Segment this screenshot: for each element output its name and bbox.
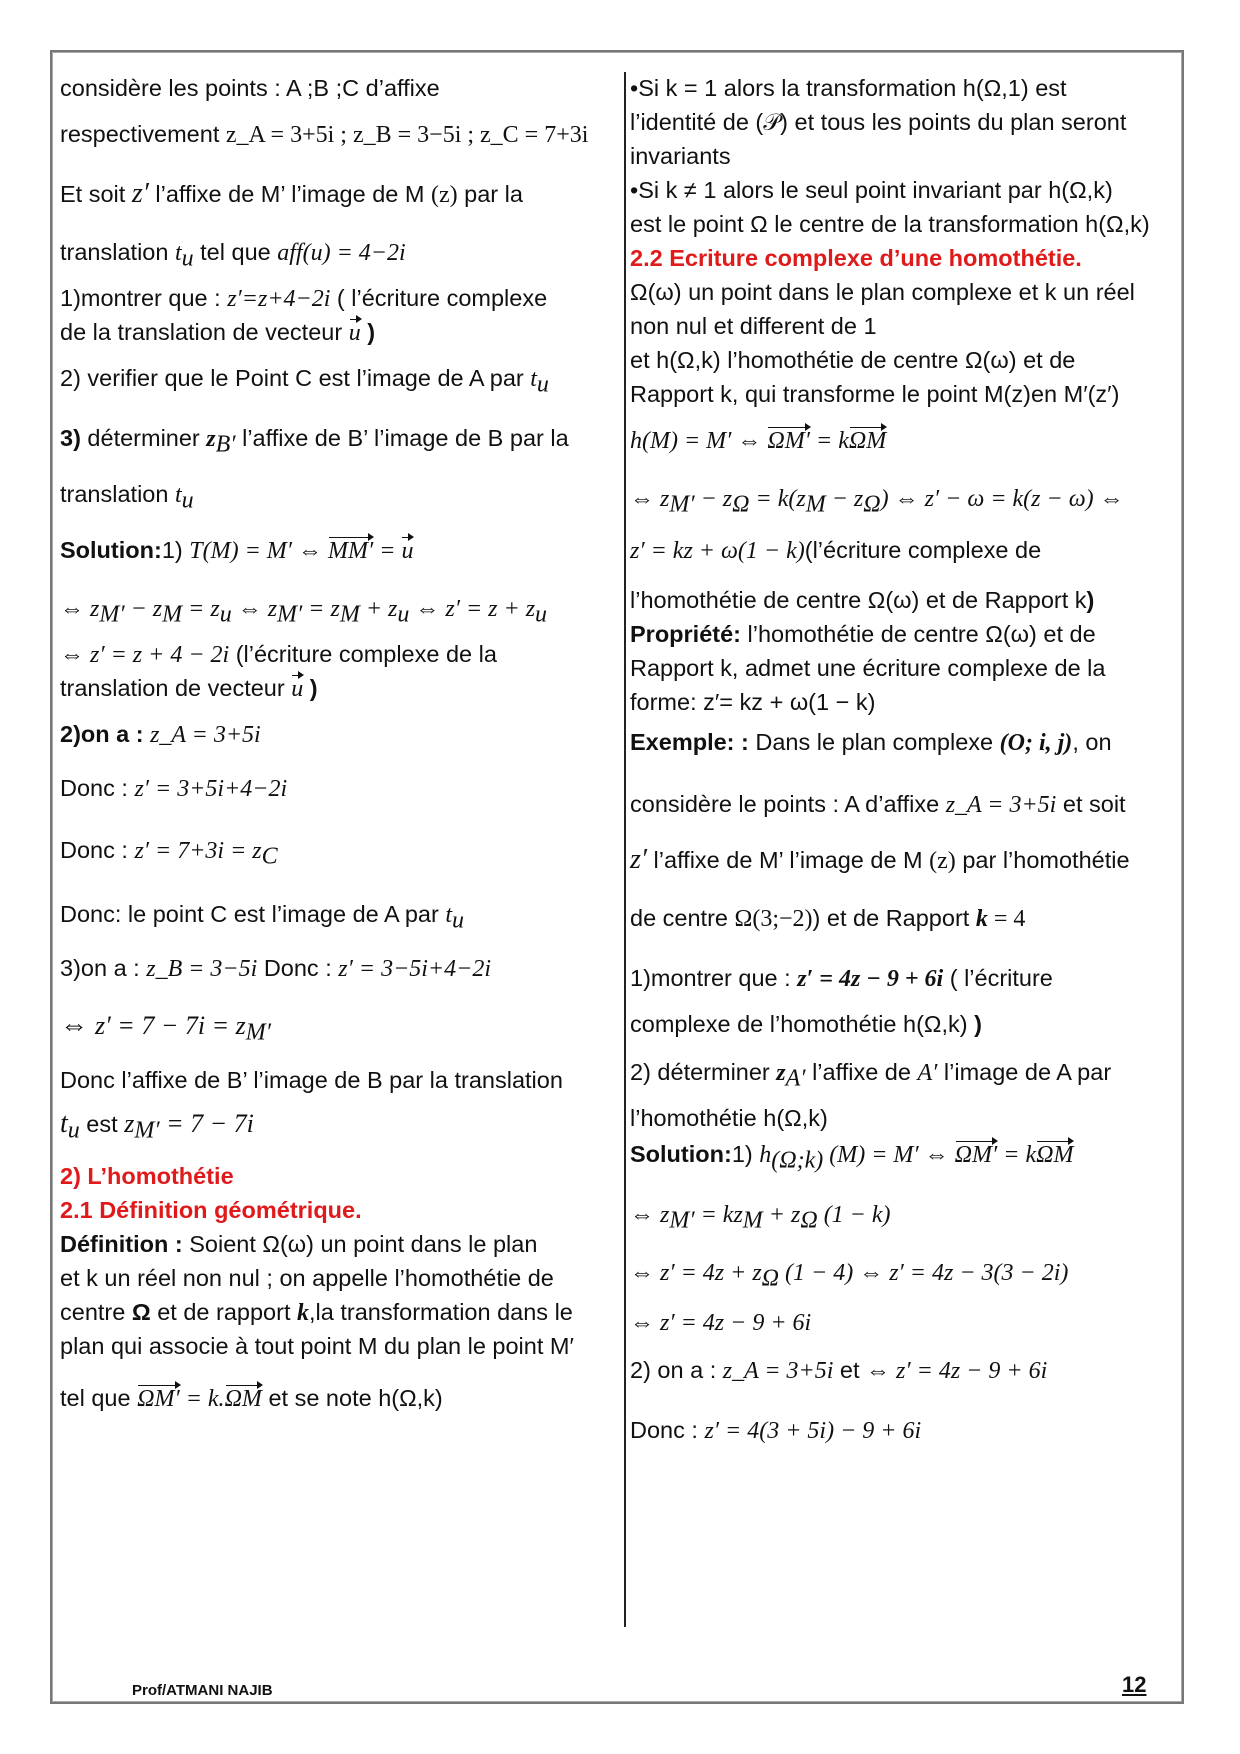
column-divider — [624, 72, 626, 1627]
section-heading: 2.2 Ecriture complexe d’une homothétie. — [630, 245, 1082, 271]
text-line: centre Ω et de rapport k,la transformation dans le — [60, 1299, 573, 1326]
text-line: $t_u$ est $z_{M'} = 7 - 7i$ — [60, 1108, 254, 1144]
text-line: translation de vecteur u ) — [60, 672, 318, 705]
text-line: de la translation de vecteur u ) — [60, 316, 375, 349]
text-line: forme: z′= kz + ω(1 − k) — [630, 689, 876, 715]
text-line: ⇔ $z_{M'} - z_\Omega = k(z_M - z_\Omega)$ ⇔ z′ − ω = k(z − ω) ⇔ — [630, 486, 1124, 518]
text-line: Définition : Soient Ω(ω) un point dans le plan — [60, 1231, 538, 1257]
text-line: de centre Ω(3;−2)) et de Rapport k = 4 — [630, 905, 1026, 932]
text-line: l’homothétie h(Ω,k) — [630, 1105, 828, 1131]
text-line: plan qui associe à tout point M du plan le point M′ — [60, 1333, 574, 1359]
section-heading: 2) L’homothétie — [60, 1163, 234, 1189]
text-line: Et soit z′ l’affixe de M’ l’image de M (z) par la — [60, 178, 523, 209]
text-line: ⇔ $z_{M'} = kz_M + z_\Omega$ (1 − k) — [630, 1202, 891, 1234]
text-line: Rapport k, qui transforme le point M(z)en M′(z′) — [630, 381, 1120, 407]
text-line: considère le points : A d’affixe z_A = 3+5i et soit — [630, 791, 1126, 818]
text-line: ⇔ z′ = z + 4 − 2i (l’écriture complexe de la — [60, 641, 497, 668]
text-line: Ω(ω) un point dans le plan complexe et k un réel — [630, 279, 1135, 305]
text-line: •Si k ≠ 1 alors le seul point invariant par h(Ω,k) — [630, 177, 1113, 203]
text-line: 3)on a : z_B = 3−5i Donc : z′ = 3−5i+4−2i — [60, 955, 491, 982]
text-line: 3) déterminer $z_{B'}$ l’affixe de B’ l’image de B par la — [60, 425, 569, 458]
text-line: et h(Ω,k) l’homothétie de centre Ω(ω) et de — [630, 347, 1076, 373]
text-line: 2) déterminer $z_{A'}$ l’affixe de A′ l’image de A par — [630, 1059, 1112, 1092]
text-line: Propriété: l’homothétie de centre Ω(ω) et de — [630, 621, 1096, 647]
text-line: z′ = kz + ω(1 − k)(l’écriture complexe de — [630, 537, 1042, 564]
footer-author: Prof/ATMANI NAJIB — [132, 1682, 273, 1699]
text-line: ⇔ $z' = 7 - 7i = z_{M'}$ — [60, 1010, 272, 1046]
text-line: tel que ΩM′ = k.ΩM et se note h(Ω,k) — [60, 1382, 443, 1415]
text-line: Donc : z′ = 3+5i+4−2i — [60, 775, 288, 802]
text-line: respectivement z_A = 3+5i ; z_B = 3−5i ; z_C = 7+3i — [60, 121, 589, 148]
text-line: Donc : $z' = 7+3i = z_C$ — [60, 837, 278, 870]
text-line: Solution:1) T(M) = M′ ⇔ MM′ = u — [60, 534, 413, 567]
text-line: 2)on a : z_A = 3+5i — [60, 721, 261, 748]
text-line: complexe de l’homothétie h(Ω,k) ) — [630, 1011, 982, 1037]
text-line: est le point Ω le centre de la transformation h(Ω,k) — [630, 211, 1150, 237]
text-line: Donc l’affixe de B’ l’image de B par la translation — [60, 1067, 563, 1093]
text-line: ⇔ z′ = 4z − 9 + 6i — [630, 1310, 812, 1336]
text-line: invariants — [630, 143, 731, 169]
text-line: 2) verifier que le Point C est l’image de A par $t_u$ — [60, 365, 549, 398]
section-heading: 2.1 Définition géométrique. — [60, 1197, 362, 1223]
text-line: •Si k = 1 alors la transformation h(Ω,1) est — [630, 75, 1067, 101]
text-line: Donc : z′ = 4(3 + 5i) − 9 + 6i — [630, 1417, 922, 1444]
text-line: ⇔ $z' = 4z + z_\Omega$ (1 − 4) ⇔ z′ = 4z − 3(3 − 2i) — [630, 1260, 1069, 1292]
text-line: translation $t_u$ — [60, 481, 194, 514]
text-line: translation $t_u$ tel que aff(u) = 4−2i — [60, 239, 406, 272]
text-line: et k un réel non nul ; on appelle l’homothétie de — [60, 1265, 554, 1291]
page-number: 12 — [1122, 1672, 1147, 1697]
text-line: 1)montrer que : z′=z+4−2i ( l’écriture complexe — [60, 285, 548, 312]
text-line: 2) on a : z_A = 3+5i et ⇔ z′ = 4z − 9 + 6i — [630, 1357, 1048, 1384]
text-line: l’homothétie de centre Ω(ω) et de Rapport k) — [630, 587, 1095, 613]
text-line: non nul et different de 1 — [630, 313, 877, 339]
text-line: Solution:1) $h_{(\Omega;k)}$ (M) = M′ ⇔ ΩM′ = kΩM — [630, 1141, 1074, 1174]
text-line: considère les points : A ;B ;C d’affixe — [60, 75, 440, 101]
text-line: Rapport k, admet une écriture complexe de la — [630, 655, 1106, 681]
text-line: 1)montrer que : z′ = 4z − 9 + 6i ( l’écriture — [630, 965, 1053, 992]
text-line: ⇔ $z_{M'} - z_M = z_u$ ⇔ $z_{M'} = z_M + z_u$ ⇔ $z' = z + z_u$ — [60, 596, 548, 628]
text-line: Donc: le point C est l’image de A par $t_u$ — [60, 901, 465, 934]
text-line: l’identité de (𝒫) et tous les points du plan seront — [630, 109, 1127, 135]
text-line: z′ l’affixe de M’ l’image de M (z) par l’homothétie — [630, 844, 1130, 875]
text-line: Exemple: : Dans le plan complexe (O; i, j), on — [630, 729, 1112, 756]
text-line: h(M) = M′ ⇔ ΩM′ = kΩM — [630, 424, 886, 457]
